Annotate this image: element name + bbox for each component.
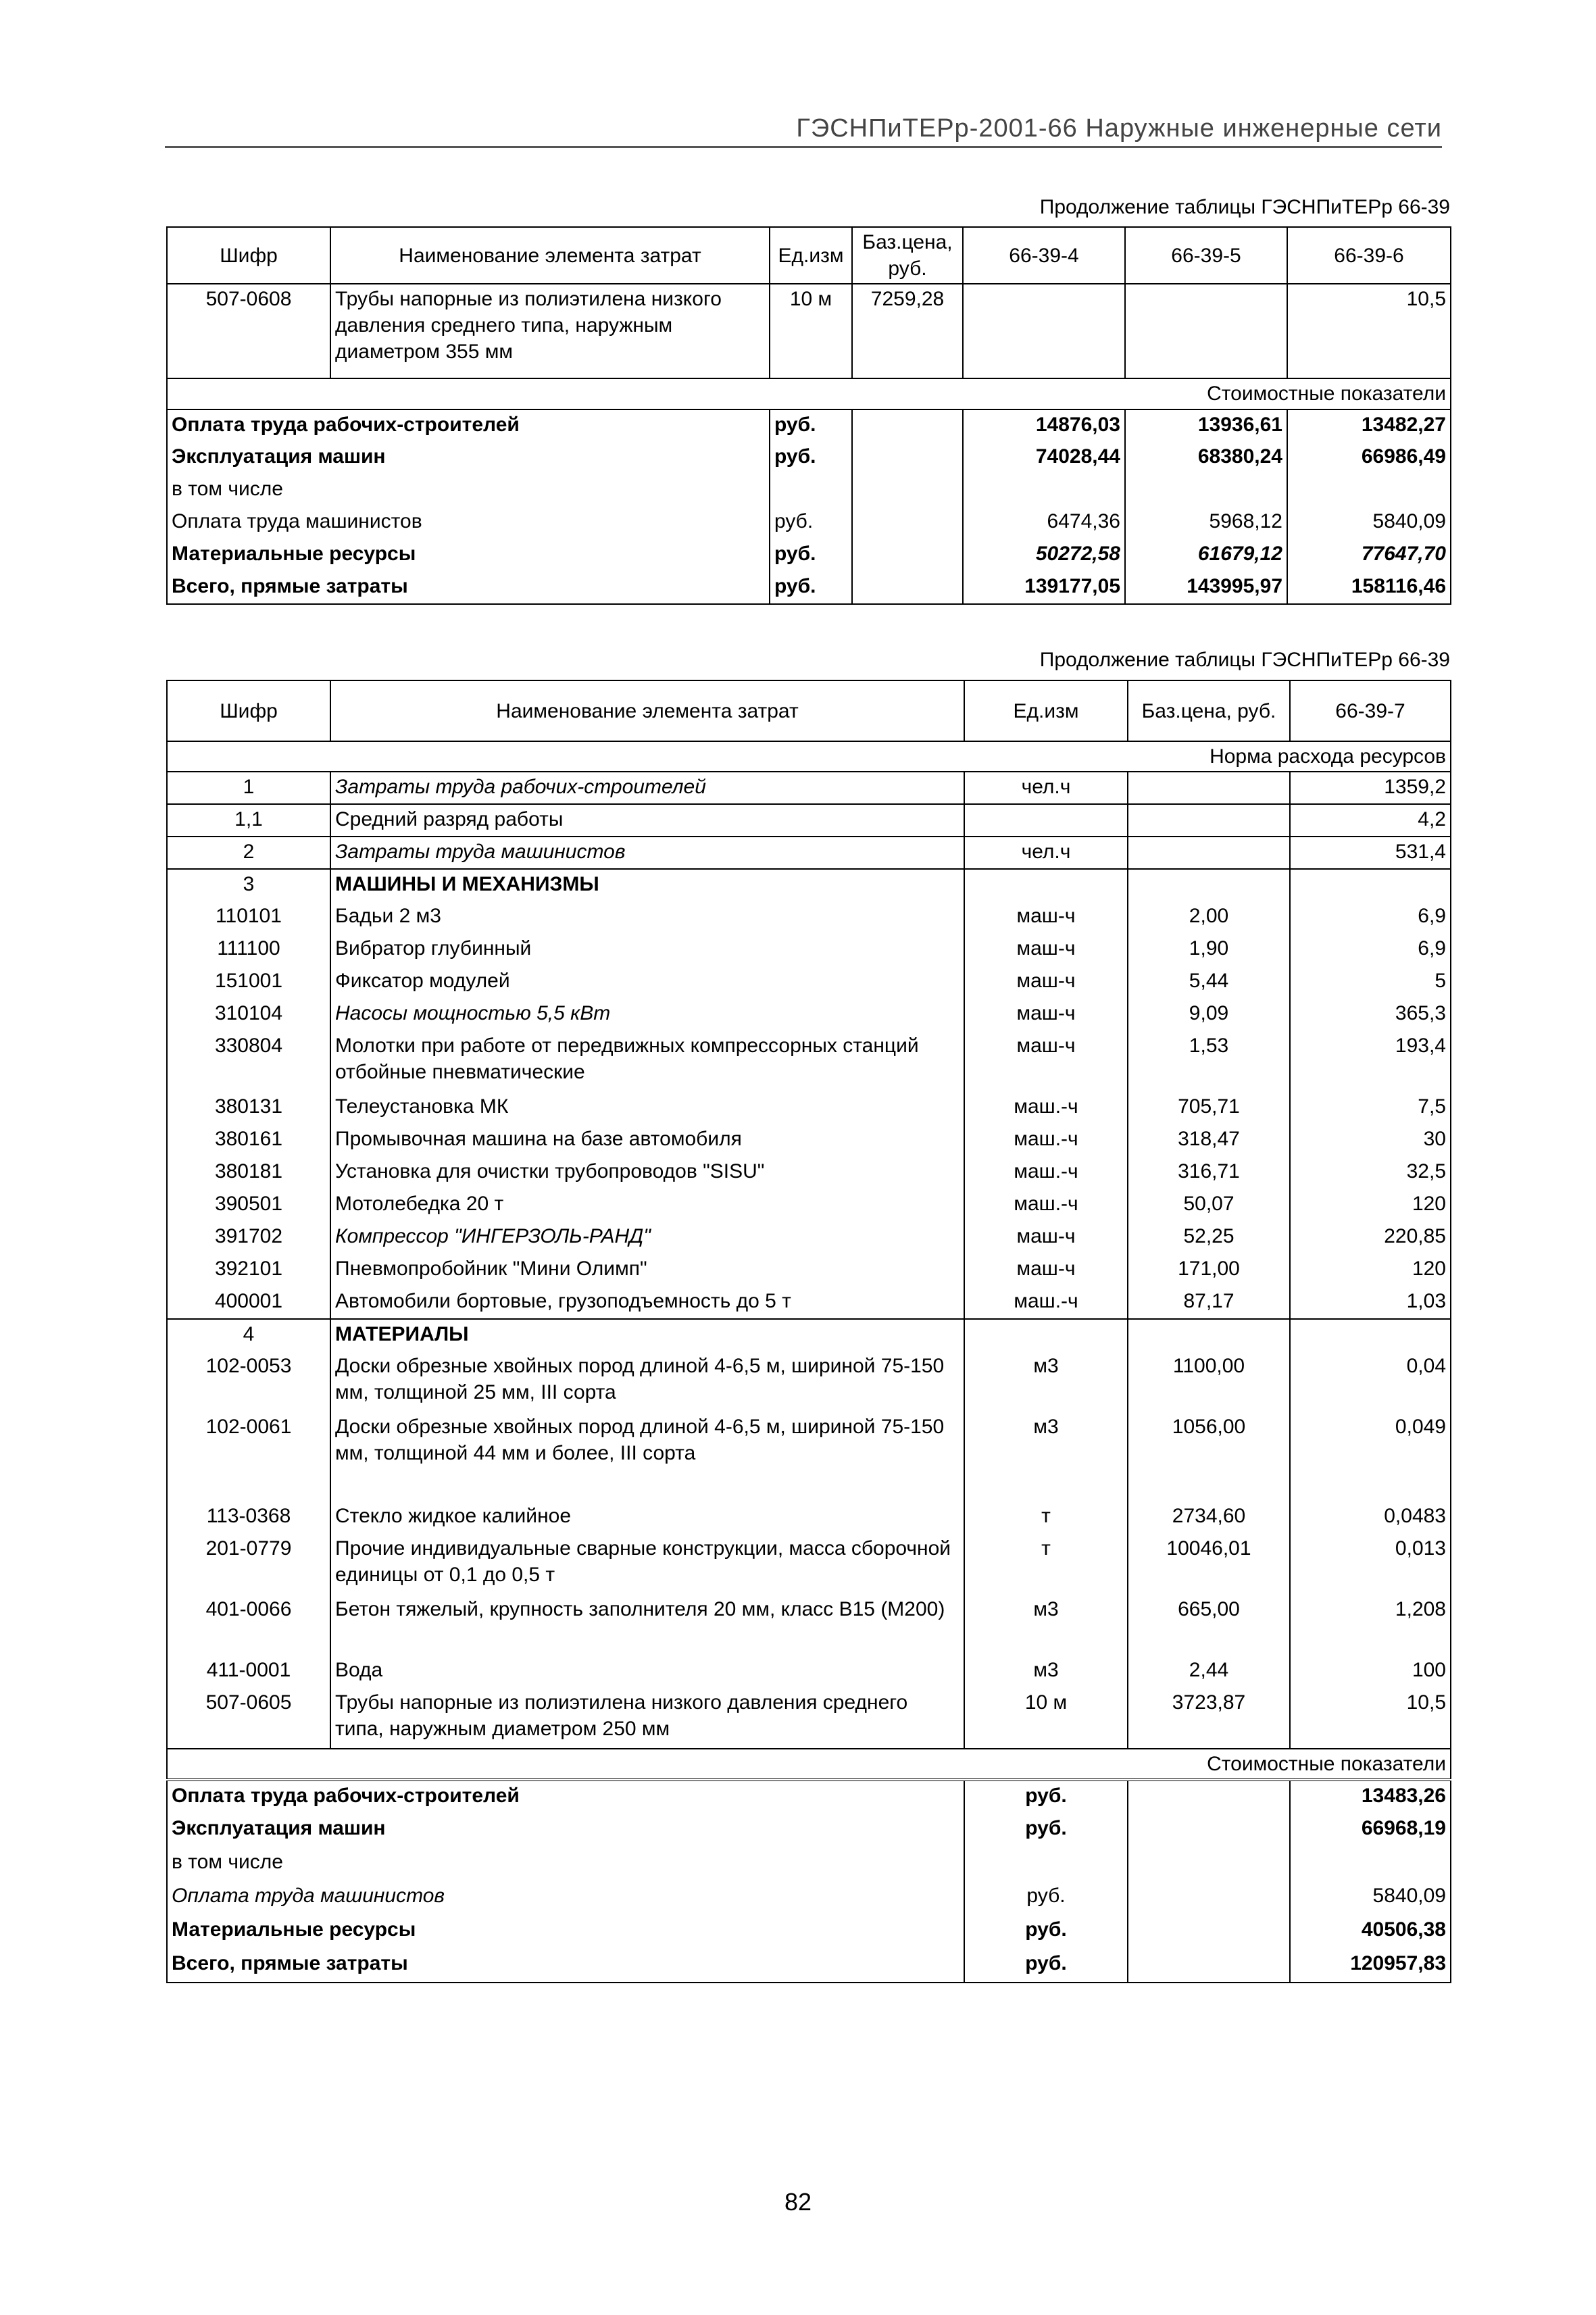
table-row [167,1319,1451,1351]
cost-table-2 [166,680,1451,1983]
summary-unit: руб. [770,572,852,604]
summary-row [167,539,1451,572]
column-header: Шифр [167,227,330,284]
table-row [167,1688,1451,1749]
cell-name: Прочие индивидуальные сварные конструкции, масса сборочной единицы от 0,1 до 0,5 т [330,1534,964,1595]
summary-empty [852,409,963,442]
page-number: 82 [784,2188,812,2216]
cell-unit [964,869,1128,901]
cell-name: Установка для очистки трубопроводов "SISU" [330,1157,964,1189]
summary-label: Оплата труда машинистов [167,507,770,539]
cell-price: 3723,87 [1128,1688,1290,1749]
cell-price: 87,17 [1128,1287,1290,1319]
summary-empty [1128,1780,1290,1814]
cell-value-66-39-7: 32,5 [1290,1157,1451,1189]
cell-unit: маш.-ч [964,1189,1128,1222]
cell-code: 390501 [167,1189,330,1222]
cell-code: 2 [167,837,330,869]
summary-unit: руб. [770,539,852,572]
cell-unit: т [964,1534,1128,1595]
cell-unit: маш.-ч [964,1092,1128,1124]
summary-value-66-39-6: 77647,70 [1287,539,1451,572]
table2-continuation: Продолжение таблицы ГЭСНПиТЕРр 66-39 [1039,649,1450,671]
cell-code: 401-0066 [167,1595,330,1656]
summary-empty [1128,1847,1290,1881]
table-row [167,1189,1451,1222]
summary-empty [852,539,963,572]
table-row [167,1222,1451,1254]
cell-name: Доски обрезные хвойных пород длиной 4-6,5 м, шириной 75-150 мм, толщиной 25 мм, III сорта [330,1351,964,1412]
summary-value-66-39-4: 14876,03 [963,409,1125,442]
cell-code: 1,1 [167,804,330,837]
table-row [167,869,1451,901]
summary-value-66-39-6 [1287,474,1451,507]
cell-name: Доски обрезные хвойных пород длиной 4-6,5 м, шириной 75-150 мм, толщиной 44 мм и более, III сорта [330,1412,964,1501]
cell-value-66-39-7: 10,5 [1290,1688,1451,1749]
cell-price [1128,1319,1290,1351]
summary-value-66-39-4: 139177,05 [963,572,1125,604]
summary-unit: руб. [770,409,852,442]
summary-label: в том числе [167,1847,964,1881]
column-header: Наименование элемента затрат [330,227,770,284]
summary-value-66-39-7 [1290,1847,1451,1881]
cell-value-66-39-7: 1,208 [1290,1595,1451,1656]
cell-price [1128,772,1290,804]
summary-value-66-39-7: 120957,83 [1290,1949,1451,1983]
running-header-title: ГЭСНПиТЕРр-2001-66 Наружные инженерные сети [796,114,1442,143]
cell-unit: маш-ч [964,1031,1128,1092]
cell-price: 705,71 [1128,1092,1290,1124]
summary-empty [852,442,963,474]
cell-name: МАШИНЫ И МЕХАНИЗМЫ [330,869,964,901]
cell-name: Мотолебедка 20 т [330,1189,964,1222]
cell-value-66-39-4 [963,284,1125,378]
table-row [167,901,1451,934]
table-row [167,284,1451,378]
cell-name: МАТЕРИАЛЫ [330,1319,964,1351]
cell-price: 171,00 [1128,1254,1290,1287]
table-row [167,1595,1451,1656]
summary-value-66-39-7: 13483,26 [1290,1780,1451,1814]
summary-value-66-39-4: 50272,58 [963,539,1125,572]
column-header: Баз.цена, руб. [852,227,963,284]
column-header: Ед.изм [964,680,1128,741]
cell-name: Компрессор "ИНГЕРЗОЛЬ-РАНД" [330,1222,964,1254]
summary-value-66-39-5: 13936,61 [1125,409,1287,442]
cell-value-66-39-7: 0,013 [1290,1534,1451,1595]
column-header: 66-39-6 [1287,227,1451,284]
summary-unit: руб. [770,442,852,474]
summary-row [167,1780,1451,1814]
summary-value-66-39-7: 40506,38 [1290,1915,1451,1949]
summary-empty [1128,1814,1290,1847]
cell-code: 330804 [167,1031,330,1092]
summary-label: Оплата труда рабочих-строителей [167,1780,964,1814]
column-header: Наименование элемента затрат [330,680,964,741]
summary-value-66-39-4 [963,474,1125,507]
table-header-row [167,680,1451,741]
table-row [167,772,1451,804]
cell-unit: маш-ч [964,966,1128,999]
cell-code: 380131 [167,1092,330,1124]
norm-label-row [167,741,1451,772]
summary-label: Всего, прямые затраты [167,1949,964,1983]
cell-code: 392101 [167,1254,330,1287]
cell-name: Пневмопробойник "Мини Олимп" [330,1254,964,1287]
cell-code: 507-0608 [167,284,330,378]
section-label-row [167,378,1451,409]
table-row [167,837,1451,869]
cell-code: 201-0779 [167,1534,330,1595]
column-header: Ед.изм [770,227,852,284]
cell-unit: м3 [964,1351,1128,1412]
cell-value-66-39-7: 5 [1290,966,1451,999]
column-header: Шифр [167,680,330,741]
cell-value-66-39-7 [1290,1319,1451,1351]
cell-unit: м3 [964,1656,1128,1688]
cell-unit [964,1319,1128,1351]
summary-label: Оплата труда машинистов [167,1881,964,1915]
cell-price: 2734,60 [1128,1501,1290,1534]
cell-code: 111100 [167,934,330,966]
cell-value-66-39-7: 7,5 [1290,1092,1451,1124]
cell-name: Затраты труда машинистов [330,837,964,869]
summary-unit [964,1847,1128,1881]
cell-price: 1056,00 [1128,1412,1290,1501]
summary-value-66-39-5 [1125,474,1287,507]
cell-name: Автомобили бортовые, грузоподъемность до 5 т [330,1287,964,1319]
cell-name: Насосы мощностью 5,5 кВт [330,999,964,1031]
cell-name: Молотки при работе от передвижных компрессорных станций отбойные пневматические [330,1031,964,1092]
cell-value-66-39-5 [1125,284,1287,378]
cell-unit: чел.ч [964,837,1128,869]
summary-row [167,1814,1451,1847]
cell-value-66-39-7: 193,4 [1290,1031,1451,1092]
cell-value-66-39-7: 1359,2 [1290,772,1451,804]
summary-value-66-39-7: 5840,09 [1290,1881,1451,1915]
column-header: Баз.цена, руб. [1128,680,1290,741]
table-row [167,1092,1451,1124]
cell-code: 3 [167,869,330,901]
cell-code: 1 [167,772,330,804]
table-row [167,1501,1451,1534]
summary-label: в том числе [167,474,770,507]
table-row [167,804,1451,837]
summary-unit: руб. [964,1780,1128,1814]
cell-price: 50,07 [1128,1189,1290,1222]
cell-unit: маш.-ч [964,1124,1128,1157]
cell-name: Затраты труда рабочих-строителей [330,772,964,804]
cell-unit: маш-ч [964,1254,1128,1287]
cell-code: 310104 [167,999,330,1031]
cell-unit: т [964,1501,1128,1534]
summary-value-66-39-4: 6474,36 [963,507,1125,539]
cell-name: Бетон тяжелый, крупность заполнителя 20 мм, класс В15 (М200) [330,1595,964,1656]
cell-value-66-39-7: 120 [1290,1254,1451,1287]
summary-unit [770,474,852,507]
cell-price: 1100,00 [1128,1351,1290,1412]
cell-name: Стекло жидкое калийное [330,1501,964,1534]
summary-unit: руб. [964,1949,1128,1983]
summary-empty [1128,1949,1290,1983]
summary-value-66-39-6: 158116,46 [1287,572,1451,604]
cell-price: 2,44 [1128,1656,1290,1688]
cell-value-66-39-7 [1290,869,1451,901]
cell-code: 411-0001 [167,1656,330,1688]
cell-price: 5,44 [1128,966,1290,999]
table1-continuation: Продолжение таблицы ГЭСНПиТЕРр 66-39 [1039,196,1450,218]
cell-name: Телеустановка МК [330,1092,964,1124]
summary-row [167,1881,1451,1915]
summary-row [167,1949,1451,1983]
cell-price: 316,71 [1128,1157,1290,1189]
summary-label: Всего, прямые затраты [167,572,770,604]
norm-label: Норма расхода ресурсов [167,741,1451,772]
cell-price: 10046,01 [1128,1534,1290,1595]
table-row [167,1157,1451,1189]
cell-code: 102-0053 [167,1351,330,1412]
cell-code: 113-0368 [167,1501,330,1534]
summary-value-66-39-5: 5968,12 [1125,507,1287,539]
summary-empty [852,507,963,539]
cell-value-66-39-7: 100 [1290,1656,1451,1688]
cell-value-66-39-7: 531,4 [1290,837,1451,869]
running-header [165,111,1442,148]
summary-value-66-39-4: 74028,44 [963,442,1125,474]
cell-code: 380181 [167,1157,330,1189]
summary-value-66-39-6: 66986,49 [1287,442,1451,474]
summary-value-66-39-7: 66968,19 [1290,1814,1451,1847]
cell-code: 4 [167,1319,330,1351]
column-header: 66-39-7 [1290,680,1451,741]
summary-row [167,474,1451,507]
section-label: Стоимостные показатели [167,1749,1451,1780]
cell-name: Фиксатор модулей [330,966,964,999]
summary-row [167,409,1451,442]
summary-row [167,507,1451,539]
column-header: 66-39-4 [963,227,1125,284]
table-header-row [167,227,1451,284]
summary-row [167,1847,1451,1881]
cell-unit: маш-ч [964,1222,1128,1254]
summary-label: Эксплуатация машин [167,1814,964,1847]
cell-name: Средний разряд работы [330,804,964,837]
cell-price: 318,47 [1128,1124,1290,1157]
table-row [167,999,1451,1031]
summary-label: Оплата труда рабочих-строителей [167,409,770,442]
table-row [167,1031,1451,1092]
cell-price [1128,804,1290,837]
table-row [167,1656,1451,1688]
cell-value-66-39-7: 0,049 [1290,1412,1451,1501]
cell-price [1128,837,1290,869]
cell-value-66-39-7: 220,85 [1290,1222,1451,1254]
cell-price: 7259,28 [852,284,963,378]
cell-unit: маш-ч [964,999,1128,1031]
cell-unit: маш.-ч [964,1157,1128,1189]
cell-price: 9,09 [1128,999,1290,1031]
cell-name: Бадьи 2 м3 [330,901,964,934]
cell-name: Трубы напорные из полиэтилена низкого давления среднего типа, наружным диаметром 250 мм [330,1688,964,1749]
summary-label: Эксплуатация машин [167,442,770,474]
cell-price: 52,25 [1128,1222,1290,1254]
section-label-row [167,1749,1451,1780]
cell-unit: 10 м [770,284,852,378]
cell-value-66-39-7: 365,3 [1290,999,1451,1031]
table-row [167,934,1451,966]
cell-price: 665,00 [1128,1595,1290,1656]
cost-table-1 [166,226,1451,605]
cell-name: Вода [330,1656,964,1688]
cell-price [1128,869,1290,901]
cell-value-66-39-7: 0,0483 [1290,1501,1451,1534]
summary-empty [852,474,963,507]
summary-unit: руб. [964,1915,1128,1949]
cell-code: 380161 [167,1124,330,1157]
cell-value-66-39-7: 6,9 [1290,934,1451,966]
summary-row [167,1915,1451,1949]
cell-unit: маш-ч [964,901,1128,934]
summary-label: Материальные ресурсы [167,1915,964,1949]
cell-code: 151001 [167,966,330,999]
cell-value-66-39-7: 30 [1290,1124,1451,1157]
table-row [167,1534,1451,1595]
table-row [167,1124,1451,1157]
summary-empty [1128,1915,1290,1949]
cell-name: Трубы напорные из полиэтилена низкого давления среднего типа, наружным диаметром 355 мм [330,284,770,378]
cell-unit: чел.ч [964,772,1128,804]
summary-value-66-39-5: 61679,12 [1125,539,1287,572]
cell-unit: м3 [964,1595,1128,1656]
summary-row [167,442,1451,474]
cell-code: 110101 [167,901,330,934]
summary-value-66-39-5: 68380,24 [1125,442,1287,474]
cell-code: 391702 [167,1222,330,1254]
cell-value-66-39-7: 4,2 [1290,804,1451,837]
cell-code: 400001 [167,1287,330,1319]
table-row [167,1287,1451,1319]
cell-code: 102-0061 [167,1412,330,1501]
cell-value-66-39-7: 120 [1290,1189,1451,1222]
cell-value-66-39-6: 10,5 [1287,284,1451,378]
summary-empty [852,572,963,604]
cell-price: 1,53 [1128,1031,1290,1092]
table-row [167,966,1451,999]
cell-value-66-39-7: 1,03 [1290,1287,1451,1319]
cell-unit: м3 [964,1412,1128,1501]
table-row [167,1351,1451,1412]
cell-unit: маш-ч [964,934,1128,966]
summary-empty [1128,1881,1290,1915]
cell-unit: 10 м [964,1688,1128,1749]
table-row [167,1412,1451,1501]
section-label: Стоимостные показатели [167,378,1451,409]
summary-value-66-39-6: 13482,27 [1287,409,1451,442]
summary-unit: руб. [964,1881,1128,1915]
cell-name: Промывочная машина на базе автомобиля [330,1124,964,1157]
cell-price: 1,90 [1128,934,1290,966]
cell-name: Вибратор глубинный [330,934,964,966]
table-row [167,1254,1451,1287]
cell-value-66-39-7: 0,04 [1290,1351,1451,1412]
summary-unit: руб. [964,1814,1128,1847]
summary-row [167,572,1451,604]
cell-price: 2,00 [1128,901,1290,934]
summary-unit: руб. [770,507,852,539]
summary-label: Материальные ресурсы [167,539,770,572]
cell-unit: маш.-ч [964,1287,1128,1319]
cell-code: 507-0605 [167,1688,330,1749]
cell-value-66-39-7: 6,9 [1290,901,1451,934]
column-header: 66-39-5 [1125,227,1287,284]
summary-value-66-39-5: 143995,97 [1125,572,1287,604]
summary-value-66-39-6: 5840,09 [1287,507,1451,539]
cell-unit [964,804,1128,837]
